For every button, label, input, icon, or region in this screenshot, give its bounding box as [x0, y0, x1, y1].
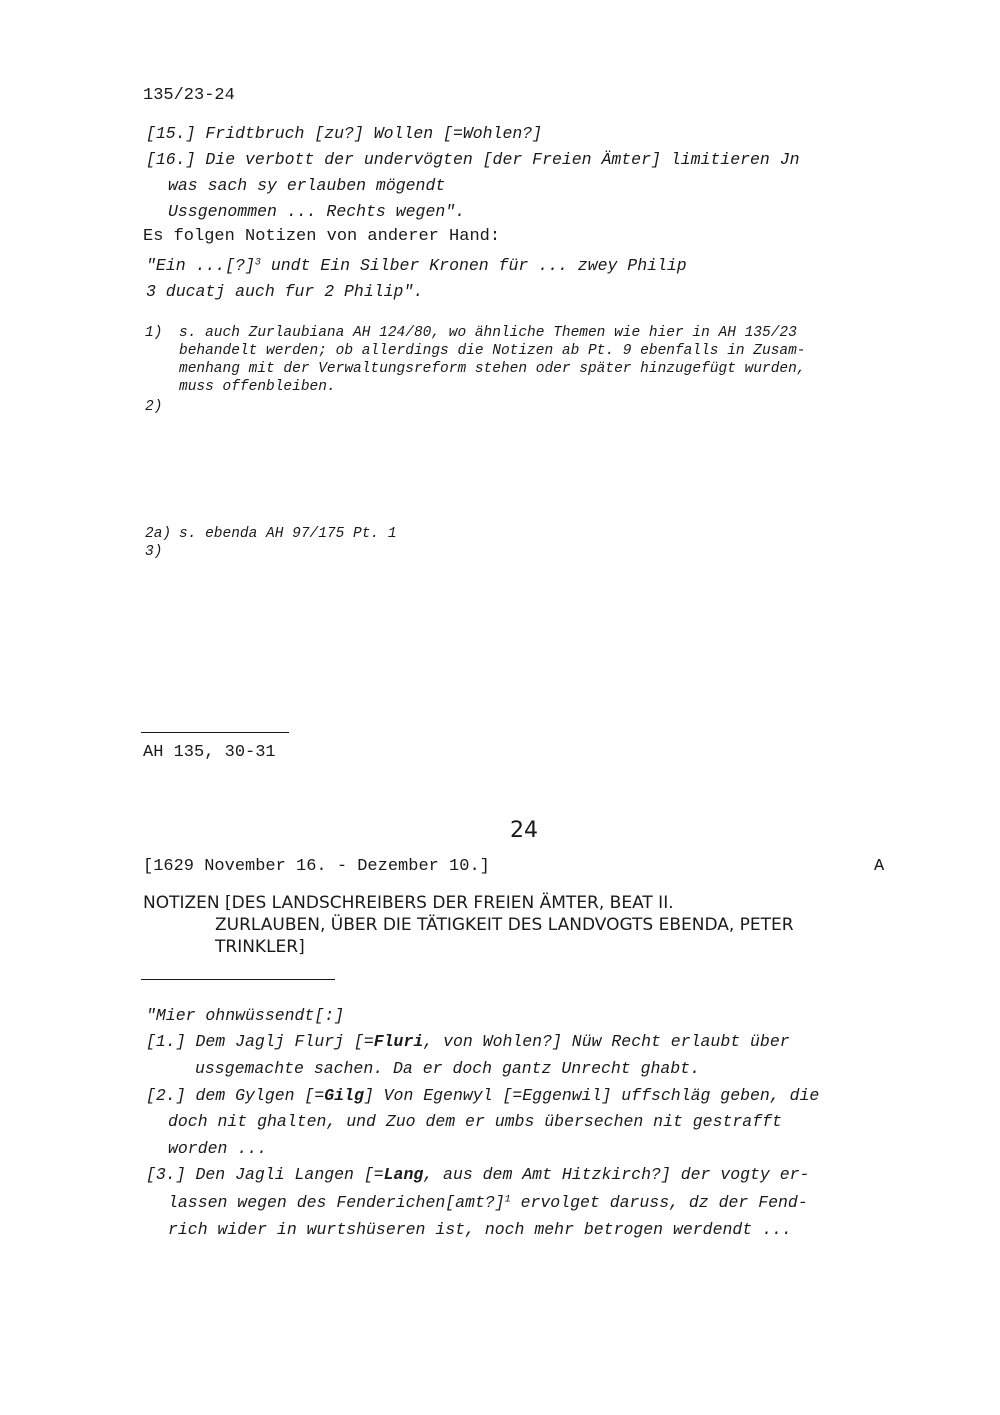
body-intro: "Mier ohnwüssendt[:]: [146, 1006, 345, 1025]
item-3-start: [3.] Den Jagli Langen [=: [146, 1165, 384, 1184]
item-16-line-3: Ussgenommen ... Rechts wegen".: [168, 202, 466, 221]
item-15: [15.] Fridtbruch [zu?] Wollen [=Wohlen?]: [146, 124, 543, 143]
quote-line-1: [146, 256, 687, 275]
item-3-line-3: rich wider in wurtshüseren ist, noch mehr betrogen werdendt ...: [168, 1220, 792, 1239]
archive-reference: AH 135, 30-31: [143, 743, 276, 762]
name-lang: Lang: [383, 1165, 424, 1184]
item-2-start: [2.] dem Gylgen [=: [146, 1086, 325, 1105]
name-fluri: Fluri: [373, 1032, 424, 1051]
divider-line: [141, 732, 289, 733]
item-2-end: ] Von Egenwyl [=Eggenwil] uffschläg geben, die: [363, 1086, 820, 1105]
item-2-line-1: [146, 1086, 819, 1105]
document-title-line-2: ZURLAUBEN, ÜBER DIE TÄTIGKEIT DES LANDVOGTS EBENDA, PETER: [215, 915, 794, 935]
footnote-2a-text: s. ebenda AH 97/175 Pt. 1: [179, 526, 397, 542]
document-number: 24: [510, 818, 538, 843]
footnote-1-line-4: muss offenbleiben.: [179, 379, 336, 395]
footnote-3-mark: 3): [145, 544, 163, 560]
item-3-line-2-start: lassen wegen des Fenderichen[amt?]: [168, 1193, 505, 1212]
footnote-ref-3: 3: [254, 257, 261, 269]
name-gilg: Gilg: [324, 1086, 364, 1105]
quote-line-1-start: "Ein ...[?]: [146, 256, 255, 275]
document-title-line-3: TRINKLER]: [215, 937, 305, 957]
footnote-ref-1: 1: [504, 1194, 511, 1206]
item-3-line-1: [146, 1165, 809, 1184]
notice-other-hand: Es folgen Notizen von anderer Hand:: [143, 227, 501, 246]
quote-line-1-end: undt Ein Silber Kronen für ... zwey Philip: [260, 256, 687, 275]
title-divider-line: [141, 979, 335, 980]
quote-line-2: 3 ducatj auch fur 2 Philip".: [146, 282, 424, 301]
item-2-line-3: worden ...: [168, 1139, 268, 1158]
footnote-1-line-3: menhang mit der Verwaltungsreform stehen oder später hinzugefügt wurden,: [179, 361, 806, 377]
item-1-start: [1.] Dem Jaglj Flurj [=: [146, 1032, 374, 1051]
item-3-line-2-end: ervolget daruss, dz der Fend-: [510, 1193, 808, 1212]
footnote-2-mark: 2): [145, 399, 163, 415]
document-title-line-1: NOTIZEN [DES LANDSCHREIBERS DER FREIEN ÄMTER, BEAT II.: [143, 893, 674, 913]
item-2-line-2: doch nit ghalten, und Zuo dem er umbs übersechen nit gestrafft: [168, 1112, 782, 1131]
item-3-line-2: [168, 1193, 808, 1212]
document-date: [1629 November 16. - Dezember 10.]: [143, 857, 490, 876]
footnote-2a-mark: 2a): [145, 526, 172, 542]
footnote-1-line-1: s. auch Zurlaubiana AH 124/80, wo ähnliche Themen wie hier in AH 135/23: [179, 325, 797, 341]
item-1-line-2: ussgemachte sachen. Da er doch gantz Unrecht ghabt.: [195, 1059, 700, 1078]
item-16-line-1: [16.] Die verbott der undervögten [der Freien Ämter] limitieren Jn: [146, 150, 800, 169]
document-letter: A: [874, 857, 885, 876]
page-reference: 135/23-24: [143, 86, 235, 105]
footnote-1-line-2: behandelt werden; ob allerdings die Notizen ab Pt. 9 ebenfalls in Zusam-: [179, 343, 806, 359]
item-3-end: , aus dem Amt Hitzkirch?] der vogty er-: [423, 1165, 810, 1184]
footnote-1-mark: 1): [145, 325, 163, 341]
item-16-line-2: was sach sy erlauben mögendt: [168, 176, 446, 195]
item-1-end: , von Wohlen?] Nüw Recht erlaubt über: [423, 1032, 790, 1051]
item-1-line-1: [146, 1032, 790, 1051]
